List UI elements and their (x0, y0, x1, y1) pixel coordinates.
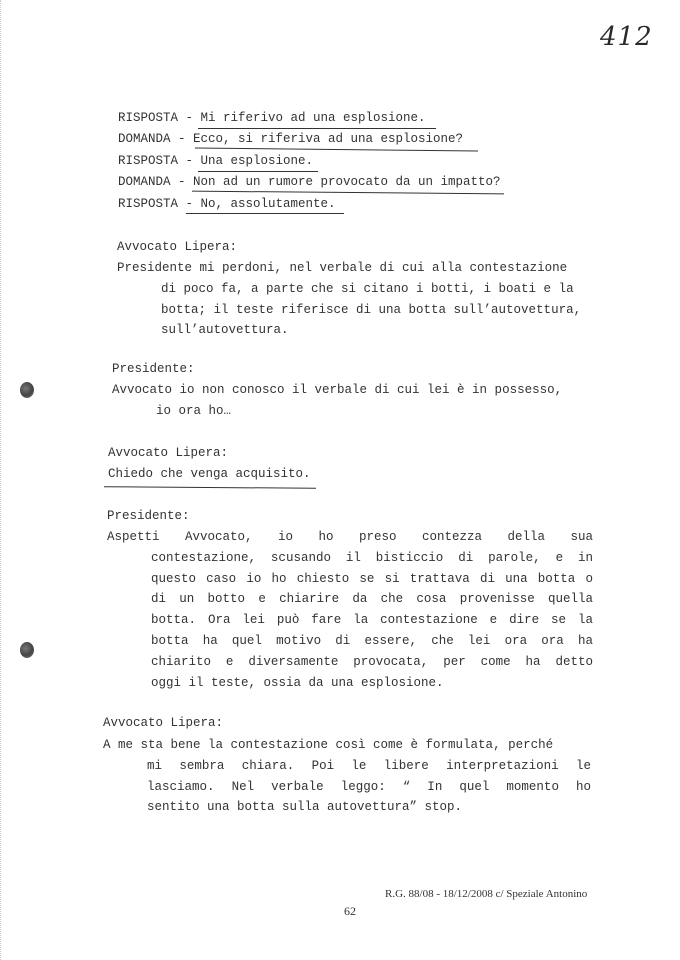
qa-line: DOMANDA - Non ad un rumore provocato da un impatto? (118, 175, 501, 190)
speech-line: questo caso io ho chiesto se si trattava di una botta o (151, 571, 593, 586)
qa-line: DOMANDA - Ecco, si riferiva ad una esplosione? (118, 132, 464, 147)
speech-paragraph (103, 735, 591, 818)
qa-line: RISPOSTA - No, assolutamente. (118, 196, 336, 211)
speaker-label: Avvocato Lipera: (108, 446, 229, 460)
speech-line: botta; il teste riferisce di una botta sull’autovettura, (161, 302, 582, 317)
scan-edge-noise (0, 0, 11, 960)
speech-line: Avvocato io non conosco il verbale di cui lei è in possesso, (112, 383, 563, 397)
pen-underline (186, 213, 344, 214)
speech-line: oggi il teste, ossia da una esplosione. (151, 675, 444, 690)
speaker-label: Presidente: (112, 362, 195, 376)
speech-line: chiarito e diversamente provocata, per come ha detto (151, 654, 593, 669)
handwritten-page-number: 412 (600, 22, 653, 52)
qa-line: RISPOSTA - Una esplosione. (118, 153, 314, 168)
speech-line: contestazione, scusando il bisticcio di parole, e in (151, 550, 593, 565)
speech-paragraph (107, 527, 593, 693)
speech-paragraph (112, 380, 602, 422)
punch-hole (20, 642, 34, 658)
qa-line: RISPOSTA - Mi riferivo ad una esplosione. (118, 111, 426, 125)
speaker-label: Avvocato Lipera: (117, 240, 238, 254)
speaker-label: Avvocato Lipera: (103, 716, 224, 730)
speech-paragraph (117, 258, 607, 341)
speech-line: lasciamo. Nel verbale leggo: “ In quel momento ho (147, 779, 591, 794)
case-reference: R.G. 88/08 - 18/12/2008 c/ Speziale Antonino (385, 888, 588, 900)
speech-line: di un botto e chiarire da che cosa provenisse quella (151, 592, 593, 607)
speech-line: sentito una botta sulla autovettura” stop. (147, 800, 463, 815)
speech-line: sull’autovettura. (161, 323, 289, 338)
speech-line: di poco fa, a parte che si citano i botti, i boati e la (161, 281, 574, 296)
pen-underline (198, 171, 318, 172)
speech-line: botta. Ora lei può fare la contestazione e dire se la (151, 613, 593, 628)
pen-underline (104, 486, 316, 488)
speech-line: mi sembra chiara. Poi le libere interpretazioni le (147, 758, 591, 773)
speaker-label: Presidente: (107, 509, 190, 523)
speech-line: Aspetti Avvocato, io ho preso contezza della sua (107, 530, 593, 544)
punch-hole (20, 382, 34, 398)
speech-line: io ora ho… (156, 403, 232, 418)
speech-line: botta ha quel motivo di essere, che lei ora ora ha (151, 633, 593, 648)
pen-underline (198, 128, 436, 129)
speech-paragraph (108, 464, 598, 485)
speech-line: Chiedo che venga acquisito. (108, 467, 311, 481)
page-number: 62 (344, 904, 356, 918)
qa-block (118, 108, 501, 215)
speech-line: Presidente mi perdoni, nel verbale di cui alla contestazione (117, 261, 568, 275)
speech-line: A me sta bene la contestazione così come è formulata, perché (103, 738, 554, 752)
